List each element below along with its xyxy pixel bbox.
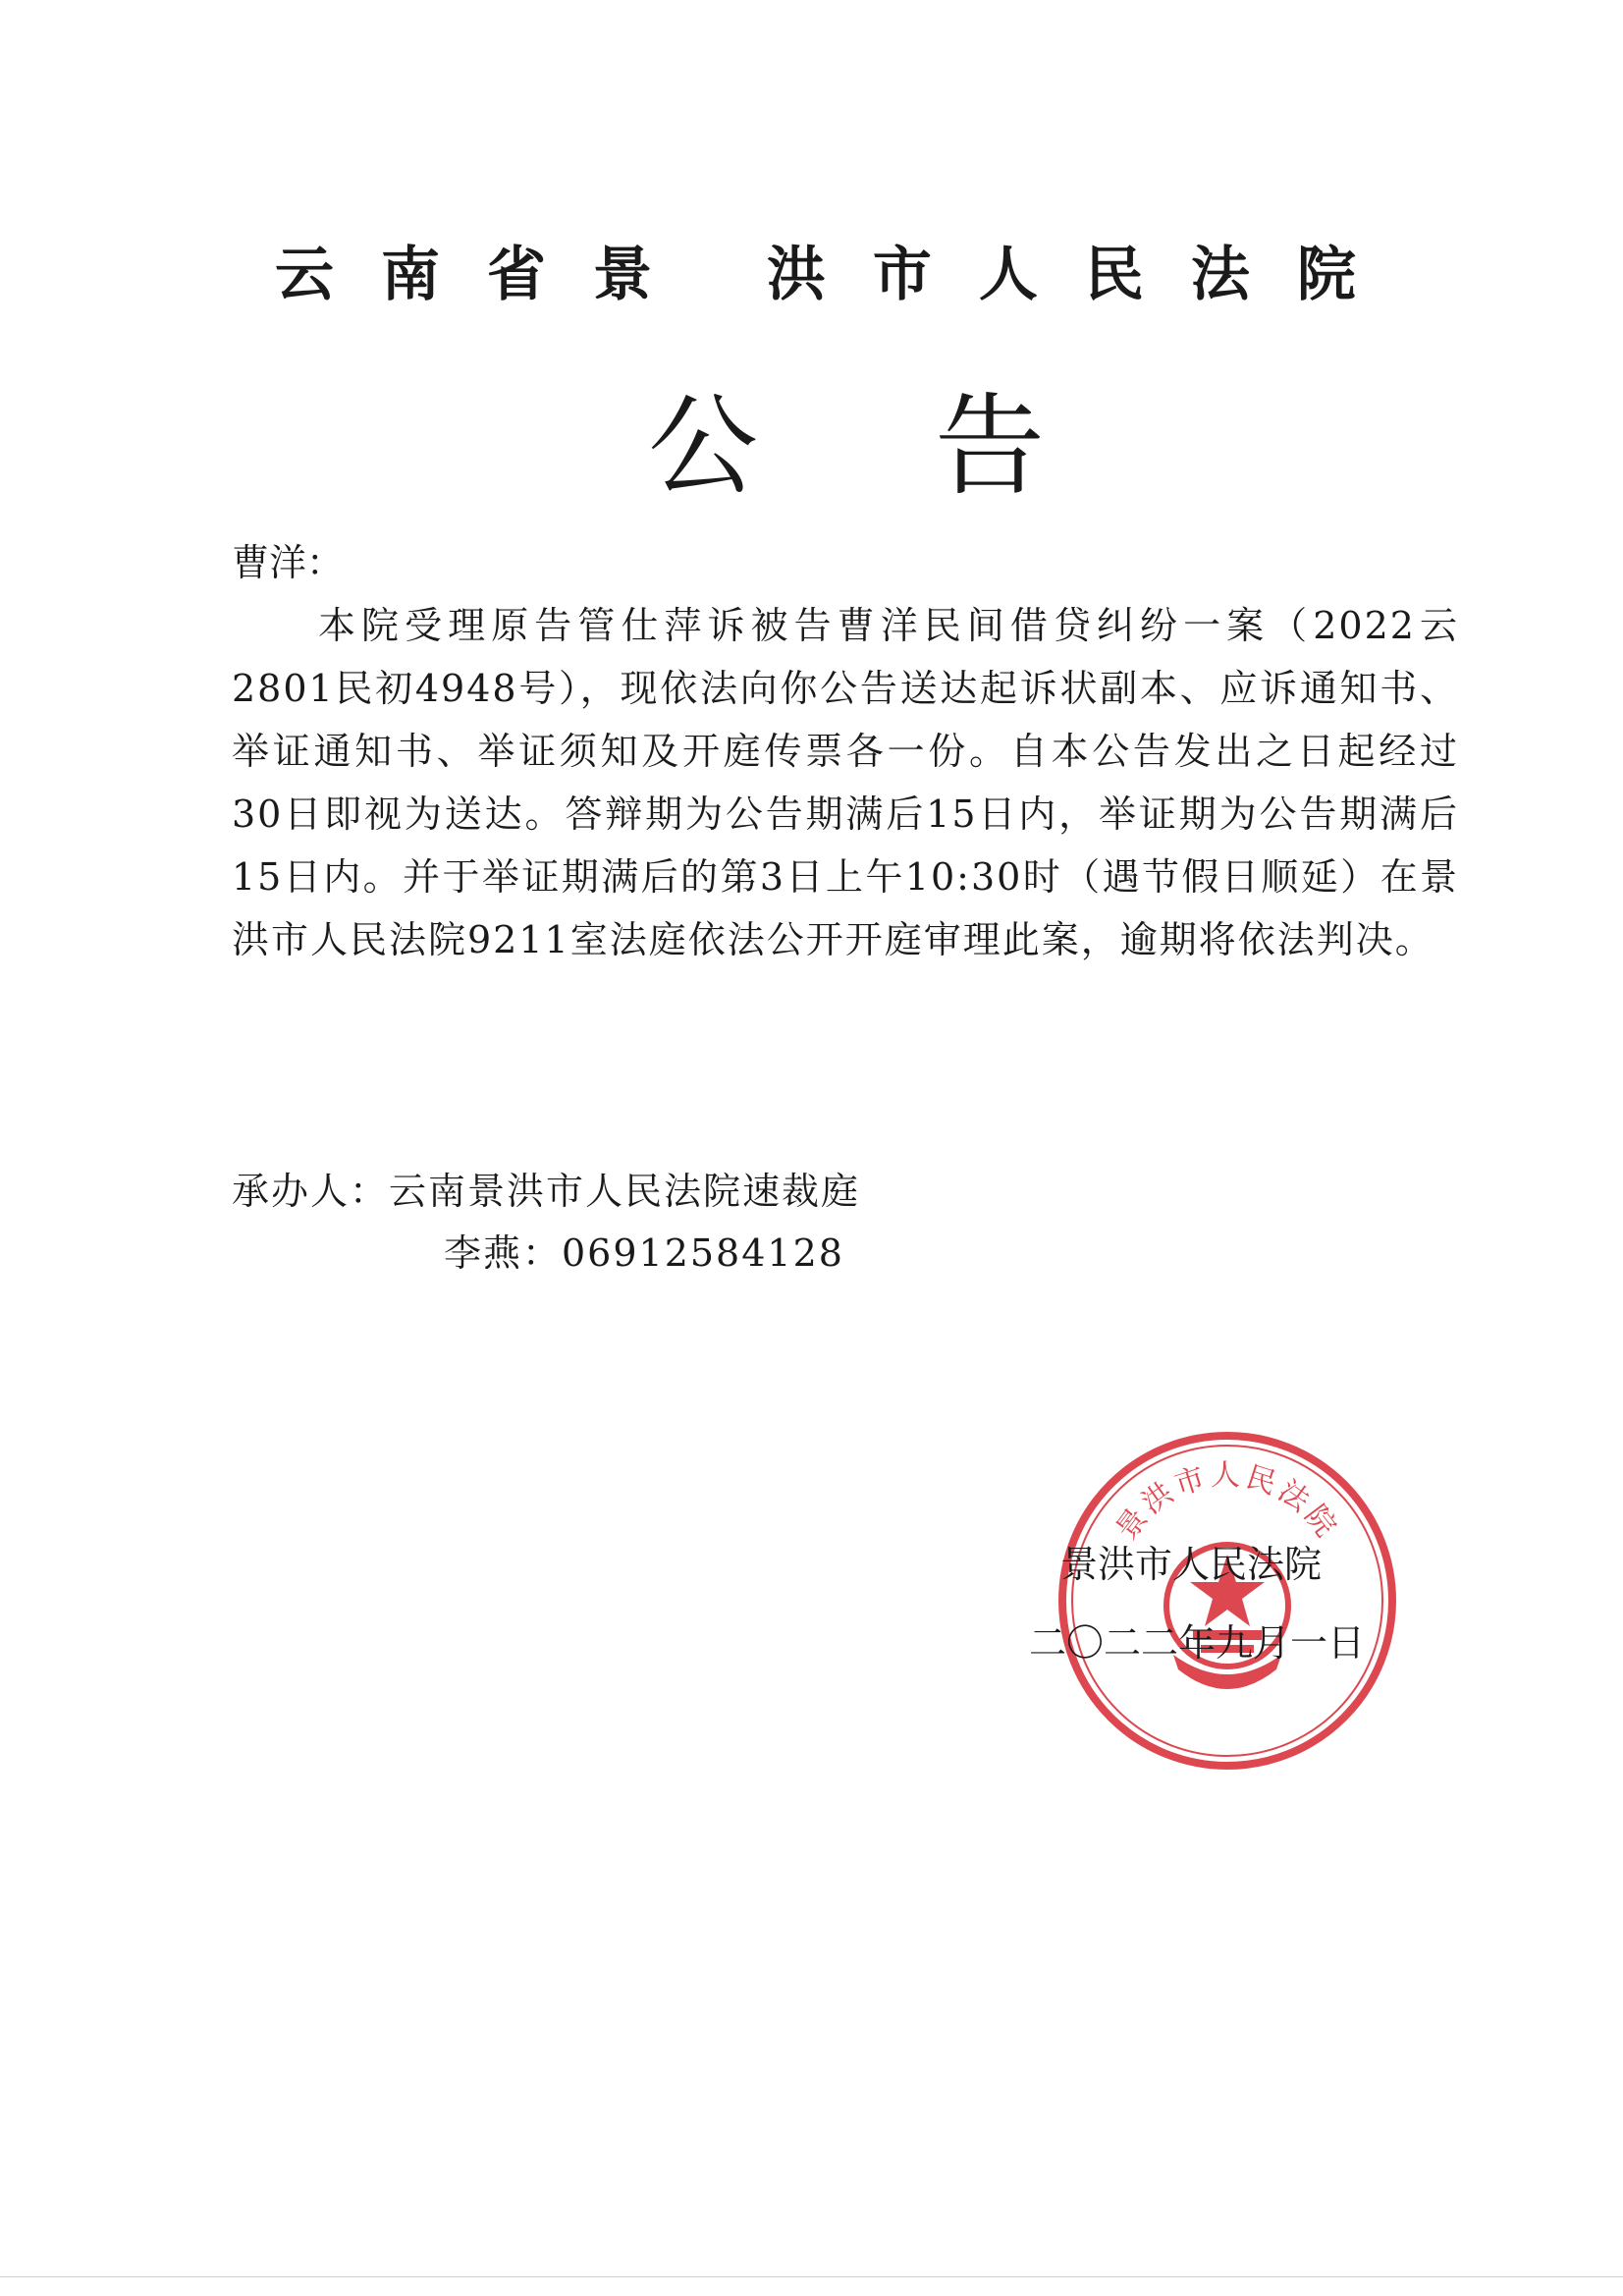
court-seal-stamp [1055, 1429, 1399, 1773]
page-footer-divider [0, 2276, 1623, 2277]
contact-line: 李燕：06912584128 [444, 1231, 844, 1275]
notice-body: 本院受理原告管仕萍诉被告曹洋民间借贷纠纷一案（2022云2801民初4948号），现依法向你公告送达起诉状副本、应诉通知书、举证通知书、举证须知及开庭传票各一份。自本公告发出之日起经过30日即视为送达。答辩期为公告期满后15日内，举证期为公告期满后15日内。并于举证期满后的第3日上午10:30时（遇节假日顺延）在景洪市人民法院9211室法庭依法公开开庭审理此案，逾期将依法判决。 [232, 604, 1459, 961]
svg-text:景洪市人民法院 [1109, 1458, 1345, 1546]
addressee: 曹洋： [232, 541, 345, 584]
signature-organization: 景洪市人民法院 [1060, 1543, 1323, 1586]
notice-title: 公告 [648, 383, 1221, 511]
court-name-heading: 云南省景 洪市人民法院 [275, 241, 1403, 309]
handler-line: 承办人：云南景洪市人民法院速裁庭 [232, 1170, 861, 1213]
signature-date: 二〇二二年九月一日 [1029, 1621, 1366, 1665]
seal-text: 景洪市人民法院 [1109, 1458, 1345, 1547]
